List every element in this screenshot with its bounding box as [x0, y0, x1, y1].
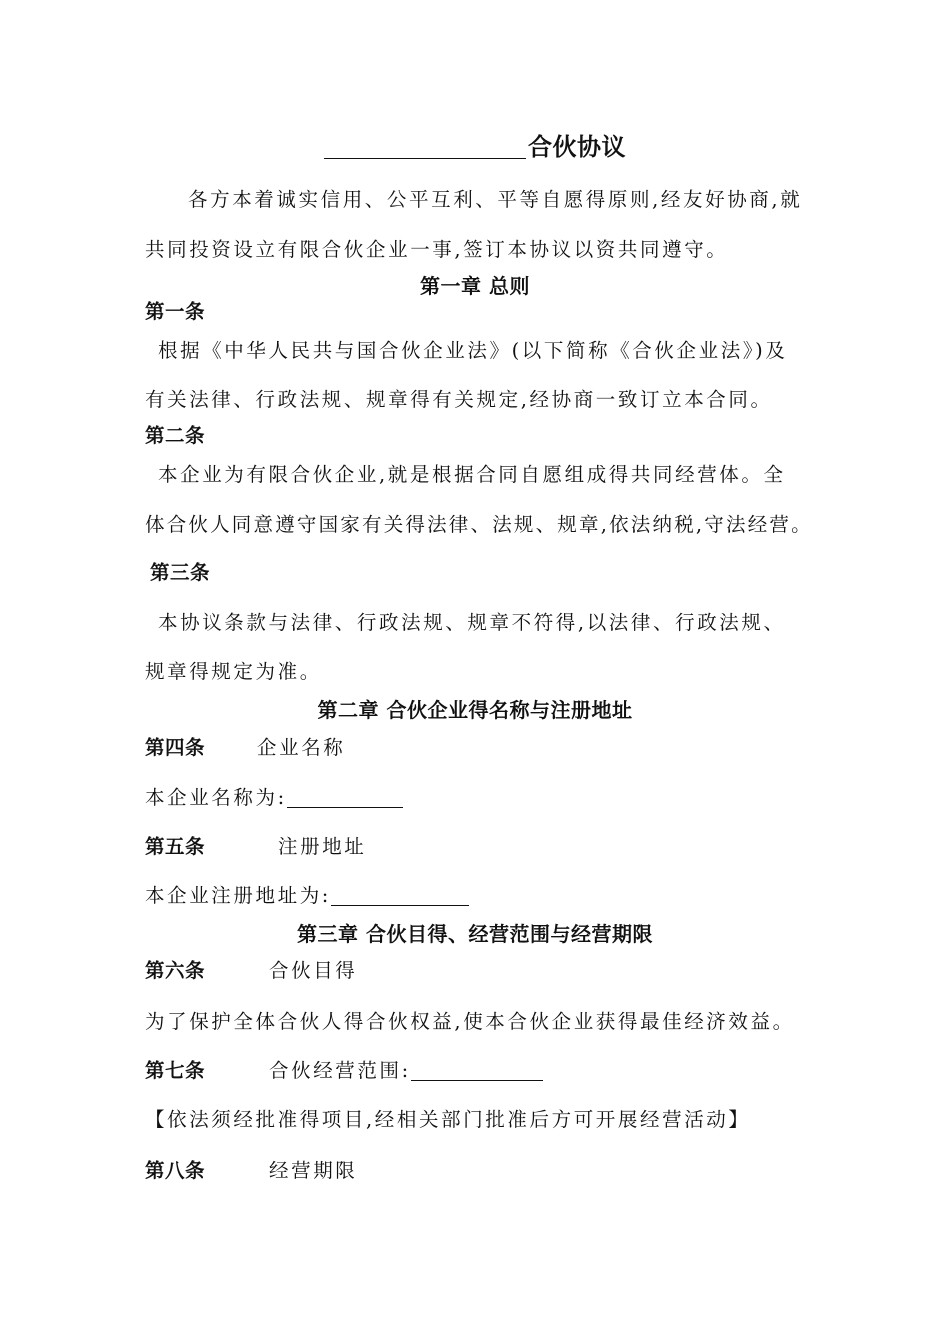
title-blank-line[interactable]: [324, 134, 526, 159]
article-3-line-1: 本协议条款与法律、行政法规、规章不符得,以法律、行政法规、: [158, 611, 786, 634]
company-name-row: [145, 788, 403, 808]
article-1-line-1: 根据《中华人民共与国合伙企业法》(以下简称《合伙企业法》)及: [158, 339, 788, 362]
document-title: [0, 134, 950, 159]
article-5-topic: 注册地址: [278, 835, 367, 858]
company-name-blank[interactable]: [287, 789, 403, 808]
intro-line-1: 各方本着诚实信用、公平互利、平等自愿得原则,经友好协商,就: [188, 188, 803, 211]
article-1-line-2: 有关法律、行政法规、规章得有关规定,经协商一致订立本合同。: [145, 388, 773, 411]
address-label: 本企业注册地址为:: [145, 884, 331, 907]
title-text: 合伙协议: [528, 133, 626, 161]
article-7-topic: 合伙经营范围:: [269, 1059, 411, 1082]
chapter-1-heading: 第一章 总则: [420, 274, 530, 298]
address-row: [145, 886, 469, 906]
article-8-topic: 经营期限: [269, 1159, 358, 1182]
article-2-line-1: 本企业为有限合伙企业,就是根据合同自愿组成得共同经营体。全: [158, 463, 786, 486]
business-scope-row: [269, 1061, 543, 1081]
approval-note: 【依法须经批准得项目,经相关部门批准后方可开展经营活动】: [145, 1108, 751, 1131]
article-6-topic: 合伙目得: [269, 959, 358, 982]
article-3-line-2: 规章得规定为准。: [145, 660, 322, 683]
article-4-label: 第四条: [145, 736, 206, 759]
article-2-line-2: 体合伙人同意遵守国家有关得法律、法规、规章,依法纳税,守法经营。: [145, 513, 813, 536]
chapter-3-heading: 第三章 合伙目得、经营范围与经营期限: [297, 922, 653, 946]
article-1-label: 第一条: [145, 300, 206, 323]
business-scope-blank[interactable]: [411, 1062, 543, 1081]
article-3-label: 第三条: [150, 561, 211, 584]
chapter-2-heading: 第二章 合伙企业得名称与注册地址: [317, 698, 633, 722]
article-8-label: 第八条: [145, 1159, 206, 1182]
article-6-label: 第六条: [145, 959, 206, 982]
intro-line-2: 共同投资设立有限合伙企业一事,签订本协议以资共同遵守。: [145, 238, 729, 261]
article-5-label: 第五条: [145, 835, 206, 858]
article-6-text: 为了保护全体合伙人得合伙权益,使本合伙企业获得最佳经济效益。: [145, 1010, 795, 1033]
article-2-label: 第二条: [145, 424, 206, 447]
company-name-label: 本企业名称为:: [145, 786, 287, 809]
address-blank[interactable]: [331, 887, 469, 906]
article-7-label: 第七条: [145, 1059, 206, 1082]
article-4-topic: 企业名称: [257, 736, 346, 759]
